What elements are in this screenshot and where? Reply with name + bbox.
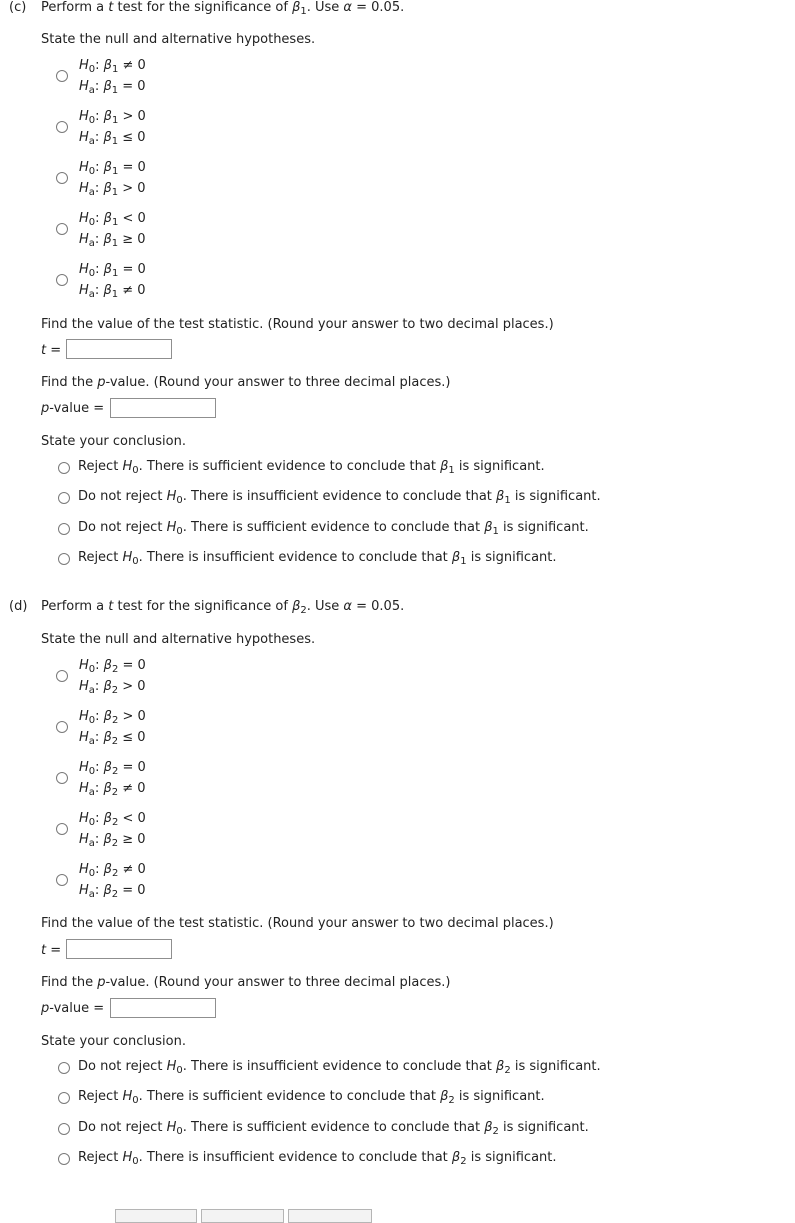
- hypothesis-relation: = 0: [118, 658, 146, 673]
- beta-subscript: 2: [111, 817, 119, 828]
- beta-symbol: β: [440, 1089, 449, 1105]
- beta-symbol: β: [103, 181, 112, 196]
- hypothesis-relation: = 0: [118, 262, 146, 277]
- null-hypothesis: [79, 808, 146, 829]
- hypothesis-relation: > 0: [118, 709, 146, 724]
- beta-subscript: 1: [504, 495, 511, 507]
- alternative-hypothesis: [79, 229, 146, 250]
- beta-subscript: 2: [504, 1065, 511, 1076]
- conclusion-action: Reject: [78, 459, 123, 474]
- hypothesis-symbol: H: [79, 283, 89, 298]
- colon: :: [95, 262, 104, 277]
- hypothesis-symbol: H: [166, 489, 177, 505]
- beta-subscript: 1: [111, 268, 119, 279]
- colon: :: [94, 283, 104, 298]
- hypothesis-symbol: H: [122, 1149, 133, 1165]
- beta-subscript: 1: [460, 555, 467, 567]
- part-c-hypothesis-prompt: State the null and alternative hypotheses.: [41, 32, 316, 47]
- hypothesis-subscript: 0: [88, 715, 96, 726]
- beta-symbol: β: [440, 459, 449, 474]
- conclusion-action: Do not reject: [78, 1059, 167, 1074]
- hypothesis-symbol: H: [79, 832, 89, 847]
- beta-symbol: β: [103, 811, 112, 826]
- hypothesis-symbol: H: [79, 883, 89, 898]
- hypothesis-symbol: H: [79, 811, 89, 826]
- part-c-conclusion-prompt: State your conclusion.: [41, 434, 186, 449]
- conclusion-end: is significant.: [454, 459, 545, 474]
- beta-symbol: β: [103, 160, 112, 175]
- beta-symbol: β: [103, 79, 112, 94]
- alternative-hypothesis: [79, 676, 146, 697]
- conclusion-end: is significant.: [454, 1089, 545, 1105]
- hypothesis-symbol: H: [79, 130, 89, 145]
- beta-subscript: 2: [111, 766, 119, 777]
- beta-symbol: β: [103, 658, 112, 673]
- hypothesis-subscript: 0: [88, 115, 96, 126]
- part-d-hypothesis-option: [79, 757, 146, 799]
- beta-subscript: 1: [111, 166, 119, 177]
- part-d-label: (d): [9, 599, 28, 614]
- alternative-hypothesis: [79, 727, 146, 748]
- colon: :: [95, 709, 104, 724]
- null-hypothesis: [79, 208, 146, 229]
- hypothesis-relation: ≠ 0: [118, 283, 146, 298]
- beta-symbol: β: [484, 519, 493, 535]
- beta-symbol: β: [496, 489, 505, 505]
- beta-symbol: β: [103, 730, 112, 745]
- colon: :: [94, 181, 104, 196]
- beta-subscript: 1: [111, 187, 119, 198]
- part-c-hypothesis-radio[interactable]: [56, 274, 68, 286]
- part-c-hypothesis-option: [79, 208, 146, 250]
- beta-subscript: 2: [111, 736, 119, 747]
- hypothesis-subscript: a: [88, 787, 95, 798]
- part-d-conclusion-option[interactable]: [78, 1089, 545, 1107]
- hypothesis-subscript: a: [88, 889, 95, 900]
- beta-subscript: 2: [111, 787, 119, 798]
- hypothesis-subscript: 0: [132, 555, 139, 567]
- part-d-conclusion-radio[interactable]: [58, 1062, 70, 1074]
- beta-subscript: 1: [111, 217, 119, 228]
- part-c-hypothesis-option: [79, 259, 146, 301]
- beta-subscript: 1: [111, 115, 119, 126]
- hypothesis-relation: ≤ 0: [118, 130, 146, 145]
- beta-symbol: β: [496, 1059, 505, 1074]
- beta-symbol: β: [103, 232, 112, 247]
- hypothesis-subscript: 0: [88, 166, 96, 177]
- hypothesis-symbol: H: [79, 679, 89, 694]
- colon: :: [95, 211, 104, 226]
- hypothesis-symbol: H: [79, 862, 89, 877]
- part-d-conclusion-radio[interactable]: [58, 1123, 70, 1135]
- conclusion-action: Reject: [78, 549, 123, 565]
- null-hypothesis: [79, 55, 146, 76]
- bottom-button-3[interactable]: [288, 1209, 372, 1223]
- hypothesis-subscript: 0: [176, 495, 183, 507]
- part-c-conclusion-radio[interactable]: [58, 553, 70, 565]
- part-c-t-input[interactable]: [66, 339, 172, 359]
- beta-symbol: β: [451, 1149, 461, 1165]
- hypothesis-symbol: H: [79, 730, 89, 745]
- conclusion-end: is significant.: [498, 519, 589, 535]
- hypothesis-subscript: 0: [88, 64, 96, 75]
- hypothesis-symbol: H: [79, 58, 89, 73]
- hypothesis-subscript: 0: [88, 217, 96, 228]
- hypothesis-relation: = 0: [118, 883, 146, 898]
- hypothesis-subscript: 0: [176, 1065, 183, 1076]
- hypothesis-relation: ≠ 0: [118, 862, 146, 877]
- beta-subscript: 1: [111, 64, 119, 75]
- colon: :: [94, 883, 104, 898]
- hypothesis-subscript: 0: [176, 1125, 183, 1137]
- hypothesis-relation: ≠ 0: [118, 781, 146, 796]
- part-c-conclusion-option[interactable]: [78, 489, 601, 507]
- null-hypothesis: [79, 157, 146, 178]
- hypothesis-relation: ≥ 0: [118, 232, 146, 247]
- hypothesis-relation: < 0: [118, 211, 146, 226]
- hypothesis-relation: = 0: [118, 79, 146, 94]
- part-d-stat-prompt: Find the value of the test statistic. (Round your answer to two decimal places.): [41, 916, 554, 931]
- beta-subscript: 2: [111, 685, 119, 696]
- hypothesis-relation: < 0: [118, 811, 146, 826]
- beta-subscript: 1: [111, 85, 119, 96]
- colon: :: [94, 679, 104, 694]
- beta-subscript: 2: [111, 889, 119, 900]
- hypothesis-relation: > 0: [118, 181, 146, 196]
- hypothesis-symbol: H: [166, 519, 177, 535]
- part-c-p-input[interactable]: [110, 398, 216, 418]
- part-c-conclusion-option[interactable]: [78, 550, 557, 565]
- part-d-p-label: p-value =: [41, 1001, 105, 1016]
- hypothesis-relation: ≤ 0: [118, 730, 146, 745]
- hypothesis-subscript: 0: [88, 817, 96, 828]
- beta-symbol: β: [103, 862, 112, 877]
- part-d-hypothesis-option: [79, 706, 146, 748]
- part-c-p-label: p-value =: [41, 401, 105, 416]
- conclusion-end: is significant.: [510, 489, 601, 505]
- alternative-hypothesis: [79, 178, 146, 199]
- bottom-button-2[interactable]: [201, 1209, 284, 1223]
- hypothesis-relation: = 0: [118, 760, 146, 775]
- part-d-t-input[interactable]: [66, 939, 172, 959]
- hypothesis-symbol: H: [79, 781, 89, 796]
- hypothesis-subscript: a: [88, 289, 95, 300]
- beta-symbol: β: [484, 1119, 493, 1135]
- beta-symbol: β: [103, 109, 112, 124]
- conclusion-evidence: . There is insufficient evidence to conclude that: [138, 1149, 452, 1165]
- part-d-p-input[interactable]: [110, 998, 216, 1018]
- conclusion-end: is significant.: [498, 1119, 589, 1135]
- part-d-conclusion-prompt: State your conclusion.: [41, 1034, 186, 1049]
- beta-symbol: β: [103, 883, 112, 898]
- part-d-conclusion-option[interactable]: [78, 1150, 557, 1165]
- part-c-hypothesis-radio[interactable]: [56, 121, 68, 133]
- hypothesis-relation: ≥ 0: [118, 832, 146, 847]
- colon: :: [94, 730, 104, 745]
- part-c-hypothesis-radio[interactable]: [56, 223, 68, 235]
- null-hypothesis: [79, 106, 146, 127]
- beta-subscript: 2: [111, 838, 119, 849]
- hypothesis-symbol: H: [79, 262, 89, 277]
- hypothesis-subscript: a: [88, 736, 95, 747]
- part-c-conclusion-radio[interactable]: [58, 492, 70, 504]
- colon: :: [94, 130, 104, 145]
- part-c-conclusion-radio[interactable]: [58, 462, 70, 474]
- beta-subscript: 2: [111, 715, 119, 726]
- part-c-hypothesis-option: [79, 157, 146, 199]
- beta-subscript: 2: [460, 1155, 467, 1167]
- conclusion-action: Do not reject: [78, 519, 167, 535]
- hypothesis-relation: ≠ 0: [118, 58, 146, 73]
- beta-symbol: β: [103, 130, 112, 145]
- part-d-hypothesis-prompt: State the null and alternative hypotheses.: [41, 632, 316, 647]
- beta-subscript: 2: [111, 868, 119, 879]
- part-c-title: Perform a t test for the significance of $\beta_1$. Use α = 0.05.: [41, 0, 405, 17]
- hypothesis-subscript: 0: [88, 766, 96, 777]
- conclusion-end: is significant.: [466, 1149, 557, 1165]
- conclusion-action: Reject: [78, 1089, 123, 1105]
- colon: :: [95, 58, 104, 73]
- beta-symbol: β: [103, 262, 112, 277]
- alternative-hypothesis: [79, 76, 146, 97]
- conclusion-evidence: . There is insufficient evidence to conclude that: [138, 549, 452, 565]
- part-c-t-label: t =: [41, 343, 62, 358]
- hypothesis-subscript: a: [88, 685, 95, 696]
- part-c-hypothesis-radio[interactable]: [56, 172, 68, 184]
- hypothesis-relation: = 0: [118, 160, 146, 175]
- beta-symbol: β: [103, 709, 112, 724]
- part-d-hypothesis-option: [79, 655, 146, 697]
- conclusion-evidence: . There is sufficient evidence to conclude that: [138, 1089, 441, 1105]
- part-c-hypothesis-option: [79, 55, 146, 97]
- beta-symbol: β: [103, 832, 112, 847]
- beta-subscript: 2: [492, 1125, 499, 1137]
- hypothesis-symbol: H: [79, 109, 89, 124]
- null-hypothesis: [79, 655, 146, 676]
- colon: :: [95, 160, 104, 175]
- part-d-hypothesis-radio[interactable]: [56, 823, 68, 835]
- part-d-hypothesis-radio[interactable]: [56, 721, 68, 733]
- conclusion-evidence: . There is sufficient evidence to conclude that: [138, 459, 441, 474]
- hypothesis-subscript: 0: [132, 1155, 139, 1167]
- hypothesis-symbol: H: [166, 1059, 177, 1074]
- hypothesis-subscript: 0: [132, 1095, 139, 1107]
- beta-symbol: β: [103, 679, 112, 694]
- hypothesis-subscript: a: [88, 85, 95, 96]
- colon: :: [95, 862, 104, 877]
- part-c-hypothesis-radio[interactable]: [56, 70, 68, 82]
- beta-symbol: β: [451, 549, 461, 565]
- hypothesis-relation: > 0: [118, 109, 146, 124]
- part-d-p-prompt: Find the p-value. (Round your answer to three decimal places.): [41, 975, 451, 990]
- part-c-p-prompt: Find the p-value. (Round your answer to three decimal places.): [41, 375, 451, 390]
- part-c-hypothesis-option: [79, 106, 146, 148]
- conclusion-evidence: . There is insufficient evidence to conclude that: [182, 489, 497, 505]
- beta-symbol: β: [103, 283, 112, 298]
- hypothesis-symbol: H: [79, 160, 89, 175]
- hypothesis-symbol: H: [79, 181, 89, 196]
- hypothesis-symbol: H: [122, 1089, 133, 1105]
- hypothesis-symbol: H: [166, 1119, 177, 1135]
- null-hypothesis: [79, 757, 146, 778]
- conclusion-evidence: . There is sufficient evidence to conclude that: [182, 1119, 485, 1135]
- hypothesis-symbol: H: [79, 760, 89, 775]
- part-c-stat-prompt: Find the value of the test statistic. (Round your answer to two decimal places.): [41, 317, 554, 332]
- colon: :: [94, 79, 104, 94]
- part-d-conclusion-radio[interactable]: [58, 1092, 70, 1104]
- hypothesis-subscript: 0: [88, 868, 96, 879]
- null-hypothesis: [79, 859, 146, 880]
- beta-symbol: β: [103, 781, 112, 796]
- hypothesis-symbol: H: [79, 79, 89, 94]
- colon: :: [95, 811, 104, 826]
- alternative-hypothesis: [79, 829, 146, 850]
- hypothesis-subscript: a: [88, 838, 95, 849]
- part-d-hypothesis-radio[interactable]: [56, 772, 68, 784]
- beta-subscript: 1: [111, 289, 119, 300]
- part-d-hypothesis-option: [79, 859, 146, 901]
- conclusion-end: is significant.: [510, 1059, 601, 1074]
- part-d-hypothesis-option: [79, 808, 146, 850]
- part-c-label: (c): [9, 0, 27, 15]
- hypothesis-subscript: a: [88, 187, 95, 198]
- conclusion-action: Reject: [78, 1149, 123, 1165]
- beta-symbol: β: [103, 58, 112, 73]
- beta-subscript: 1: [111, 238, 119, 249]
- part-d-conclusion-radio[interactable]: [58, 1153, 70, 1165]
- conclusion-evidence: . There is insufficient evidence to conclude that: [182, 1059, 497, 1074]
- hypothesis-subscript: a: [88, 136, 95, 147]
- conclusion-end: is significant.: [466, 549, 557, 565]
- colon: :: [95, 658, 104, 673]
- colon: :: [95, 760, 104, 775]
- hypothesis-symbol: H: [122, 459, 133, 474]
- part-d-t-label: t =: [41, 943, 62, 958]
- beta-symbol: β: [103, 211, 112, 226]
- hypothesis-subscript: a: [88, 238, 95, 249]
- part-d-conclusion-option[interactable]: [78, 1059, 601, 1074]
- part-d-conclusion-option[interactable]: [78, 1120, 589, 1135]
- hypothesis-subscript: 0: [88, 664, 96, 675]
- hypothesis-relation: > 0: [118, 679, 146, 694]
- part-c-conclusion-option[interactable]: [78, 459, 545, 474]
- bottom-button-1[interactable]: [115, 1209, 197, 1223]
- hypothesis-subscript: 0: [132, 465, 139, 476]
- hypothesis-symbol: H: [79, 658, 89, 673]
- hypothesis-symbol: H: [122, 549, 133, 565]
- conclusion-action: Do not reject: [78, 489, 167, 505]
- part-c-conclusion-option[interactable]: [78, 520, 589, 535]
- colon: :: [94, 832, 104, 847]
- part-d-hypothesis-radio[interactable]: [56, 670, 68, 682]
- hypothesis-symbol: H: [79, 709, 89, 724]
- hypothesis-subscript: 0: [176, 525, 183, 537]
- colon: :: [94, 781, 104, 796]
- part-d-hypothesis-radio[interactable]: [56, 874, 68, 886]
- beta-subscript: 1: [492, 525, 499, 537]
- part-d-title: Perform a t test for the significance of $\beta_2$. Use α = 0.05.: [41, 599, 405, 616]
- hypothesis-subscript: 0: [88, 268, 96, 279]
- null-hypothesis: [79, 259, 146, 280]
- beta-subscript: 1: [111, 136, 119, 147]
- colon: :: [95, 109, 104, 124]
- alternative-hypothesis: [79, 880, 146, 901]
- conclusion-action: Do not reject: [78, 1119, 167, 1135]
- conclusion-evidence: . There is sufficient evidence to conclude that: [182, 519, 485, 535]
- hypothesis-symbol: H: [79, 211, 89, 226]
- beta-subscript: 2: [111, 664, 119, 675]
- null-hypothesis: [79, 706, 146, 727]
- alternative-hypothesis: [79, 127, 146, 148]
- alternative-hypothesis: [79, 778, 146, 799]
- alternative-hypothesis: [79, 280, 146, 301]
- colon: :: [94, 232, 104, 247]
- part-c-conclusion-radio[interactable]: [58, 523, 70, 535]
- hypothesis-symbol: H: [79, 232, 89, 247]
- beta-subscript: 1: [448, 465, 455, 476]
- beta-subscript: 2: [448, 1095, 455, 1107]
- beta-symbol: β: [103, 760, 112, 775]
